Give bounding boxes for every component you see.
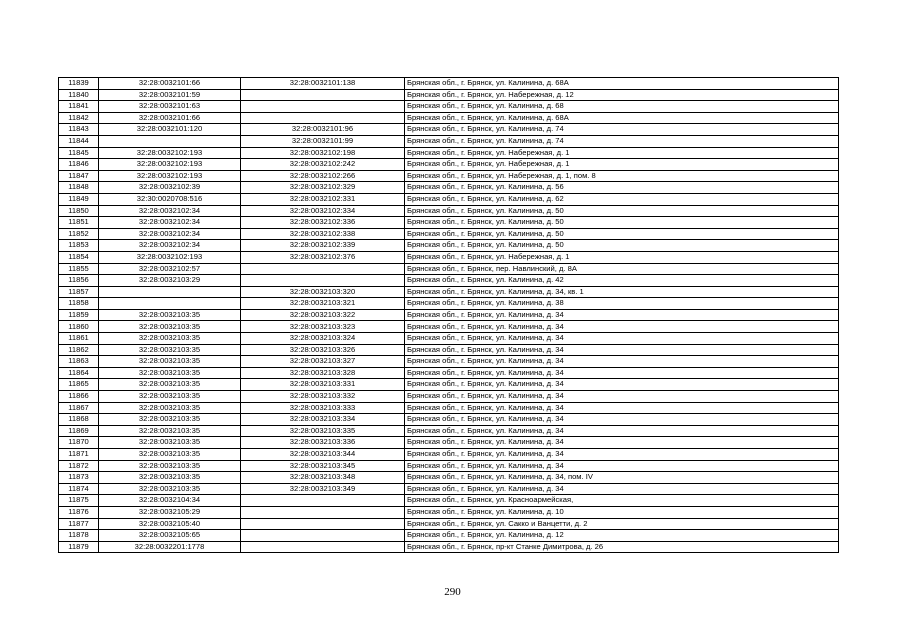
record-number-cell: 11843	[59, 124, 99, 136]
address-cell: Брянская обл., г. Брянск, ул. Калинина, д. 34	[405, 333, 839, 345]
record-number-cell: 11845	[59, 147, 99, 159]
address-cell: Брянская обл., г. Брянск, ул. Калинина, д. 56	[405, 182, 839, 194]
address-cell: Брянская обл., г. Брянск, ул. Калинина, д. 50	[405, 240, 839, 252]
address-cell: Брянская обл., г. Брянск, ул. Калинина, д. 50	[405, 205, 839, 217]
table-row	[59, 124, 839, 136]
table-row	[59, 460, 839, 472]
table-row	[59, 425, 839, 437]
table-row	[59, 205, 839, 217]
land-cadastral-number-cell: 32:28:0032103:35	[99, 425, 241, 437]
building-cadastral-number-cell: 32:28:0032103:327	[241, 356, 405, 368]
land-cadastral-number-cell: 32:28:0032102:193	[99, 147, 241, 159]
address-cell: Брянская обл., г. Брянск, ул. Калинина, д. 34, пом. IV	[405, 472, 839, 484]
table-row	[59, 391, 839, 403]
record-number-cell: 11842	[59, 112, 99, 124]
building-cadastral-number-cell: 32:28:0032103:348	[241, 472, 405, 484]
address-cell: Брянская обл., г. Брянск, ул. Калинина, д. 34	[405, 309, 839, 321]
table-row	[59, 333, 839, 345]
record-number-cell: 11866	[59, 391, 99, 403]
building-cadastral-number-cell	[241, 89, 405, 101]
address-cell: Брянская обл., г. Брянск, ул. Калинина, д. 34, кв. 1	[405, 286, 839, 298]
registry-table	[58, 77, 839, 553]
address-cell: Брянская обл., г. Брянск, ул. Калинина, д. 74	[405, 135, 839, 147]
building-cadastral-number-cell: 32:28:0032102:198	[241, 147, 405, 159]
address-cell: Брянская обл., г. Брянск, ул. Калинина, д. 34	[405, 437, 839, 449]
record-number-cell: 11844	[59, 135, 99, 147]
record-number-cell: 11878	[59, 530, 99, 542]
record-number-cell: 11856	[59, 275, 99, 287]
table-row	[59, 135, 839, 147]
building-cadastral-number-cell: 32:28:0032101:96	[241, 124, 405, 136]
land-cadastral-number-cell	[99, 135, 241, 147]
land-cadastral-number-cell: 32:28:0032103:35	[99, 367, 241, 379]
record-number-cell: 11871	[59, 449, 99, 461]
building-cadastral-number-cell: 32:28:0032103:320	[241, 286, 405, 298]
building-cadastral-number-cell	[241, 506, 405, 518]
land-cadastral-number-cell: 32:28:0032102:193	[99, 170, 241, 182]
address-cell: Брянская обл., г. Брянск, ул. Калинина, д. 34	[405, 460, 839, 472]
table-row	[59, 437, 839, 449]
address-cell: Брянская обл., г. Брянск, ул. Калинина, д. 34	[405, 367, 839, 379]
table-row	[59, 344, 839, 356]
record-number-cell: 11876	[59, 506, 99, 518]
address-cell: Брянская обл., г. Брянск, ул. Калинина, д. 38	[405, 298, 839, 310]
building-cadastral-number-cell: 32:28:0032102:376	[241, 251, 405, 263]
land-cadastral-number-cell: 32:28:0032103:35	[99, 391, 241, 403]
address-cell: Брянская обл., г. Брянск, ул. Калинина, д. 34	[405, 356, 839, 368]
building-cadastral-number-cell: 32:28:0032102:336	[241, 217, 405, 229]
building-cadastral-number-cell: 32:28:0032102:334	[241, 205, 405, 217]
table-row	[59, 193, 839, 205]
building-cadastral-number-cell: 32:28:0032102:329	[241, 182, 405, 194]
land-cadastral-number-cell: 32:28:0032103:35	[99, 356, 241, 368]
record-number-cell: 11860	[59, 321, 99, 333]
land-cadastral-number-cell: 32:28:0032105:40	[99, 518, 241, 530]
land-cadastral-number-cell: 32:28:0032103:35	[99, 460, 241, 472]
land-cadastral-number-cell: 32:28:0032101:66	[99, 112, 241, 124]
address-cell: Брянская обл., г. Брянск, ул. Калинина, д. 34	[405, 391, 839, 403]
building-cadastral-number-cell: 32:28:0032102:266	[241, 170, 405, 182]
record-number-cell: 11874	[59, 483, 99, 495]
building-cadastral-number-cell	[241, 518, 405, 530]
table-row	[59, 298, 839, 310]
table-row	[59, 367, 839, 379]
building-cadastral-number-cell: 32:28:0032103:333	[241, 402, 405, 414]
address-cell: Брянская обл., г. Брянск, пр-кт Станке Димитрова, д. 26	[405, 541, 839, 553]
address-cell: Брянская обл., г. Брянск, ул. Калинина, д. 34	[405, 321, 839, 333]
table-row	[59, 402, 839, 414]
record-number-cell: 11872	[59, 460, 99, 472]
building-cadastral-number-cell: 32:28:0032101:138	[241, 78, 405, 90]
land-cadastral-number-cell: 32:30:0020708:516	[99, 193, 241, 205]
building-cadastral-number-cell: 32:28:0032103:349	[241, 483, 405, 495]
address-cell: Брянская обл., г. Брянск, ул. Калинина, д. 34	[405, 379, 839, 391]
address-cell: Брянская обл., г. Брянск, ул. Набережная, д. 1	[405, 159, 839, 171]
building-cadastral-number-cell: 32:28:0032102:242	[241, 159, 405, 171]
building-cadastral-number-cell: 32:28:0032103:336	[241, 437, 405, 449]
address-cell: Брянская обл., г. Брянск, ул. Калинина, д. 68	[405, 101, 839, 113]
table-row	[59, 449, 839, 461]
building-cadastral-number-cell	[241, 112, 405, 124]
table-row	[59, 321, 839, 333]
record-number-cell: 11875	[59, 495, 99, 507]
building-cadastral-number-cell: 32:28:0032103:334	[241, 414, 405, 426]
table-row	[59, 530, 839, 542]
building-cadastral-number-cell: 32:28:0032103:335	[241, 425, 405, 437]
record-number-cell: 11870	[59, 437, 99, 449]
table-row	[59, 356, 839, 368]
building-cadastral-number-cell: 32:28:0032102:339	[241, 240, 405, 252]
address-cell: Брянская обл., г. Брянск, ул. Набережная, д. 1	[405, 147, 839, 159]
record-number-cell: 11858	[59, 298, 99, 310]
building-cadastral-number-cell: 32:28:0032103:345	[241, 460, 405, 472]
table-row	[59, 78, 839, 90]
land-cadastral-number-cell: 32:28:0032102:193	[99, 159, 241, 171]
table-row	[59, 170, 839, 182]
land-cadastral-number-cell: 32:28:0032103:29	[99, 275, 241, 287]
building-cadastral-number-cell: 32:28:0032102:331	[241, 193, 405, 205]
address-cell: Брянская обл., г. Брянск, ул. Калинина, д. 42	[405, 275, 839, 287]
table-row	[59, 483, 839, 495]
land-cadastral-number-cell: 32:28:0032103:35	[99, 483, 241, 495]
record-number-cell: 11877	[59, 518, 99, 530]
table-row	[59, 472, 839, 484]
address-cell: Брянская обл., г. Брянск, пер. Навлинский, д. 8А	[405, 263, 839, 275]
table-row	[59, 379, 839, 391]
table-row	[59, 182, 839, 194]
record-number-cell: 11859	[59, 309, 99, 321]
land-cadastral-number-cell: 32:28:0032102:34	[99, 205, 241, 217]
table-row	[59, 228, 839, 240]
building-cadastral-number-cell: 32:28:0032101:99	[241, 135, 405, 147]
table-row	[59, 275, 839, 287]
record-number-cell: 11852	[59, 228, 99, 240]
address-cell: Брянская обл., г. Брянск, ул. Калинина, д. 62	[405, 193, 839, 205]
address-cell: Брянская обл., г. Брянск, ул. Калинина, д. 74	[405, 124, 839, 136]
land-cadastral-number-cell: 32:28:0032103:35	[99, 344, 241, 356]
land-cadastral-number-cell: 32:28:0032103:35	[99, 414, 241, 426]
table-row	[59, 240, 839, 252]
land-cadastral-number-cell: 32:28:0032102:34	[99, 228, 241, 240]
address-cell: Брянская обл., г. Брянск, ул. Калинина, д. 34	[405, 483, 839, 495]
address-cell: Брянская обл., г. Брянск, ул. Калинина, д. 68А	[405, 78, 839, 90]
land-cadastral-number-cell: 32:28:0032101:59	[99, 89, 241, 101]
building-cadastral-number-cell	[241, 495, 405, 507]
record-number-cell: 11851	[59, 217, 99, 229]
land-cadastral-number-cell: 32:28:0032104:34	[99, 495, 241, 507]
address-cell: Брянская обл., г. Брянск, ул. Калинина, д. 34	[405, 449, 839, 461]
land-cadastral-number-cell: 32:28:0032103:35	[99, 379, 241, 391]
record-number-cell: 11841	[59, 101, 99, 113]
table-row	[59, 286, 839, 298]
address-cell: Брянская обл., г. Брянск, ул. Красноармейская,	[405, 495, 839, 507]
record-number-cell: 11849	[59, 193, 99, 205]
address-cell: Брянская обл., г. Брянск, ул. Калинина, д. 34	[405, 425, 839, 437]
record-number-cell: 11868	[59, 414, 99, 426]
record-number-cell: 11848	[59, 182, 99, 194]
record-number-cell: 11840	[59, 89, 99, 101]
record-number-cell: 11850	[59, 205, 99, 217]
building-cadastral-number-cell: 32:28:0032103:332	[241, 391, 405, 403]
land-cadastral-number-cell	[99, 298, 241, 310]
address-cell: Брянская обл., г. Брянск, ул. Калинина, д. 34	[405, 344, 839, 356]
building-cadastral-number-cell: 32:28:0032103:326	[241, 344, 405, 356]
record-number-cell: 11857	[59, 286, 99, 298]
land-cadastral-number-cell: 32:28:0032102:193	[99, 251, 241, 263]
land-cadastral-number-cell: 32:28:0032105:29	[99, 506, 241, 518]
land-cadastral-number-cell: 32:28:0032103:35	[99, 333, 241, 345]
record-number-cell: 11847	[59, 170, 99, 182]
address-cell: Брянская обл., г. Брянск, ул. Набережная, д. 1	[405, 251, 839, 263]
address-cell: Брянская обл., г. Брянск, ул. Калинина, д. 34	[405, 414, 839, 426]
building-cadastral-number-cell	[241, 275, 405, 287]
land-cadastral-number-cell: 32:28:0032103:35	[99, 309, 241, 321]
page-number: 290	[444, 586, 461, 598]
land-cadastral-number-cell: 32:28:0032101:66	[99, 78, 241, 90]
land-cadastral-number-cell: 32:28:0032102:57	[99, 263, 241, 275]
land-cadastral-number-cell	[99, 286, 241, 298]
table-row	[59, 495, 839, 507]
table-row	[59, 89, 839, 101]
land-cadastral-number-cell: 32:28:0032105:65	[99, 530, 241, 542]
record-number-cell: 11861	[59, 333, 99, 345]
address-cell: Брянская обл., г. Брянск, ул. Калинина, д. 12	[405, 530, 839, 542]
land-cadastral-number-cell: 32:28:0032201:1778	[99, 541, 241, 553]
building-cadastral-number-cell	[241, 541, 405, 553]
table-row	[59, 112, 839, 124]
record-number-cell: 11855	[59, 263, 99, 275]
address-cell: Брянская обл., г. Брянск, ул. Набережная, д. 12	[405, 89, 839, 101]
table-row	[59, 251, 839, 263]
record-number-cell: 11846	[59, 159, 99, 171]
record-number-cell: 11863	[59, 356, 99, 368]
table-row	[59, 414, 839, 426]
building-cadastral-number-cell: 32:28:0032103:323	[241, 321, 405, 333]
building-cadastral-number-cell: 32:28:0032103:321	[241, 298, 405, 310]
land-cadastral-number-cell: 32:28:0032103:35	[99, 402, 241, 414]
building-cadastral-number-cell	[241, 530, 405, 542]
record-number-cell: 11854	[59, 251, 99, 263]
land-cadastral-number-cell: 32:28:0032101:120	[99, 124, 241, 136]
table-row	[59, 541, 839, 553]
record-number-cell: 11853	[59, 240, 99, 252]
address-cell: Брянская обл., г. Брянск, ул. Калинина, д. 50	[405, 228, 839, 240]
record-number-cell: 11862	[59, 344, 99, 356]
record-number-cell: 11873	[59, 472, 99, 484]
building-cadastral-number-cell	[241, 263, 405, 275]
building-cadastral-number-cell: 32:28:0032103:324	[241, 333, 405, 345]
land-cadastral-number-cell: 32:28:0032103:35	[99, 472, 241, 484]
building-cadastral-number-cell: 32:28:0032103:322	[241, 309, 405, 321]
table-row	[59, 101, 839, 113]
table-row	[59, 263, 839, 275]
building-cadastral-number-cell	[241, 101, 405, 113]
record-number-cell: 11864	[59, 367, 99, 379]
land-cadastral-number-cell: 32:28:0032101:63	[99, 101, 241, 113]
address-cell: Брянская обл., г. Брянск, ул. Калинина, д. 10	[405, 506, 839, 518]
address-cell: Брянская обл., г. Брянск, ул. Сакко и Ванцетти, д. 2	[405, 518, 839, 530]
address-cell: Брянская обл., г. Брянск, ул. Калинина, д. 34	[405, 402, 839, 414]
land-cadastral-number-cell: 32:28:0032103:35	[99, 437, 241, 449]
record-number-cell: 11869	[59, 425, 99, 437]
address-cell: Брянская обл., г. Брянск, ул. Калинина, д. 68А	[405, 112, 839, 124]
record-number-cell: 11879	[59, 541, 99, 553]
building-cadastral-number-cell: 32:28:0032102:338	[241, 228, 405, 240]
table-row	[59, 147, 839, 159]
land-cadastral-number-cell: 32:28:0032103:35	[99, 321, 241, 333]
building-cadastral-number-cell: 32:28:0032103:344	[241, 449, 405, 461]
registry-table-body	[59, 78, 839, 553]
land-cadastral-number-cell: 32:28:0032102:34	[99, 240, 241, 252]
table-row	[59, 518, 839, 530]
building-cadastral-number-cell: 32:28:0032103:331	[241, 379, 405, 391]
table-row	[59, 217, 839, 229]
table-row	[59, 159, 839, 171]
building-cadastral-number-cell: 32:28:0032103:328	[241, 367, 405, 379]
record-number-cell: 11867	[59, 402, 99, 414]
land-cadastral-number-cell: 32:28:0032102:39	[99, 182, 241, 194]
table-row	[59, 309, 839, 321]
address-cell: Брянская обл., г. Брянск, ул. Набережная, д. 1, пом. 8	[405, 170, 839, 182]
table-row	[59, 506, 839, 518]
land-cadastral-number-cell: 32:28:0032102:34	[99, 217, 241, 229]
address-cell: Брянская обл., г. Брянск, ул. Калинина, д. 50	[405, 217, 839, 229]
land-cadastral-number-cell: 32:28:0032103:35	[99, 449, 241, 461]
record-number-cell: 11865	[59, 379, 99, 391]
record-number-cell: 11839	[59, 78, 99, 90]
